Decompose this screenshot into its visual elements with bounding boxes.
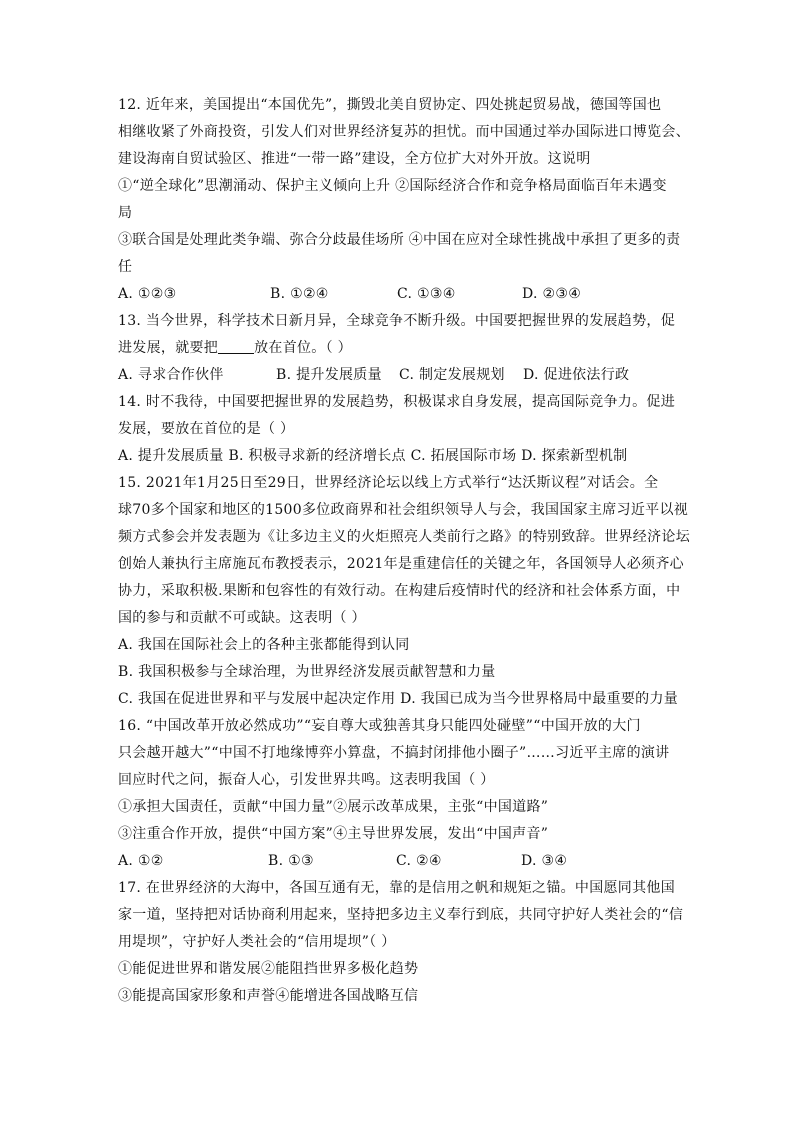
question-14	[118, 389, 678, 470]
option-d[interactable]: D. ②③④	[522, 286, 582, 302]
exam-page	[118, 92, 690, 1010]
statement-line: ③能提高国家形象和声誉④能增进各国战略互信	[118, 988, 419, 1004]
question-text-line: 只会越开越大”“中国不打地缘博弈小算盘，不搞封闭排他小圈子”……习近平主席的演讲	[118, 745, 670, 761]
question-text-line: 12. 近年来，美国提出“本国优先”，撕毁北美自贸协定、四处挑起贸易战，德国等国也	[118, 97, 662, 113]
question-text-line: 发展，要放在首位的是（ ）	[118, 421, 295, 437]
question-text-line: 球70多个国家和地区的1500多位政商界和社会组织领导人与会，我国国家主席习近平以视	[118, 502, 689, 518]
question-text-line: 协力，采取积极.果断和包容性的有效行动。在构建后疫情时代的经济和社会体系方面，中	[118, 583, 681, 599]
question-13	[118, 308, 678, 389]
option-b[interactable]: B. 提升发展质量	[276, 367, 382, 383]
question-text-line: 国的参与和贡献不可或缺。这表明（ ）	[118, 610, 366, 626]
statement-line: ③注重合作开放，提供“中国方案”④主导世界发展，发出“中国声音”	[118, 826, 549, 842]
option-c[interactable]: C. ②④	[396, 853, 442, 869]
question-text-line: 13. 当今世界，科学技术日新月异，全球竞争不断升级。中国要把握世界的发展趋势，促	[118, 313, 676, 329]
fill-in-blank[interactable]	[218, 339, 254, 354]
answer-options	[118, 281, 678, 308]
answer-options	[118, 848, 678, 875]
statement-line: ③联合国是处理此类争端、弥合分歧最佳场所 ④中国在应对全球性挑战中承担了更多的责	[118, 232, 681, 248]
statement-line: ①“逆全球化”思潮涌动、保护主义倾向上升 ②国际经济合作和竞争格局面临百年未遇变	[118, 178, 667, 194]
answer-options-line[interactable]: A. 提升发展质量 B. 积极寻求新的经济增长点 C. 拓展国际市场 D. 探索新型机制	[118, 448, 628, 464]
option-c[interactable]: C. ①③④	[397, 286, 456, 302]
option-a[interactable]: A. ①②③	[118, 286, 177, 302]
option-c[interactable]: C. 制定发展规划	[399, 367, 505, 383]
text-before-blank: 进发展，就要把	[118, 340, 219, 356]
question-text-line: 14. 时不我待，中国要把握世界的发展趋势，积极谋求自身发展，提高国际竞争力。促进	[118, 394, 676, 410]
question-16	[118, 713, 678, 875]
question-text-line: 家一道，坚持把对话协商利用起来，坚持把多边主义奉行到底，共同守护好人类社会的“信	[118, 907, 684, 923]
statement-line: ①承担大国责任，贡献“中国力量”②展示改革成果，主张“中国道路”	[118, 799, 549, 815]
question-text-line: 创始人兼执行主席施瓦布教授表示，2021年是重建信任的关键之年，各国领导人必须齐心	[118, 556, 684, 572]
text-after-blank: 放在首位。（ ）	[254, 340, 352, 356]
option-b[interactable]: B. ①②④	[270, 286, 329, 302]
option-a[interactable]: A. ①②	[118, 853, 164, 869]
option-a[interactable]: A. 我国在国际社会上的各种主张都能得到认同	[118, 637, 410, 653]
option-d[interactable]: D. ③④	[521, 853, 568, 869]
question-text-line	[118, 335, 678, 362]
option-b[interactable]: B. 我国积极参与全球治理，为世界经济发展贡献智慧和力量	[118, 664, 496, 680]
question-text-line: 17. 在世界经济的大海中，各国互通有无，靠的是信用之帆和规矩之锚。中国愿同其他国	[118, 880, 676, 896]
question-text-line: 相继收紧了外商投资，引发人们对世界经济复苏的担忧。而中国通过举办国际进口博览会、	[118, 124, 690, 140]
question-text-line: 16. “中国改革开放必然成功”“妄自尊大或独善其身只能四处碰壁”“中国开放的大门	[118, 718, 641, 734]
question-text-line: 15. 2021年1月25日至29日，世界经济论坛以线上方式举行“达沃斯议程”对话会。全	[118, 475, 659, 491]
answer-options	[118, 362, 678, 389]
option-b[interactable]: B. ①③	[268, 853, 314, 869]
question-text-line: 回应时代之问，振奋人心，引发世界共鸣。这表明我国（ ）	[118, 772, 495, 788]
option-c-d[interactable]: C. 我国在促进世界和平与发展中起决定作用 D. 我国已成为当今世界格局中最重要的力量	[118, 691, 679, 707]
statement-line: 任	[118, 259, 133, 275]
question-text-line: 频方式参会并发表题为《让多边主义的火炬照亮人类前行之路》的特别致辞。世界经济论坛	[118, 529, 690, 545]
question-17	[118, 875, 684, 1010]
question-text-line: 用堤坝”，守护好人类社会的“信用堤坝”（ ）	[118, 934, 396, 950]
question-text-line: 建设海南自贸试验区、推进“一带一路”建设，全方位扩大对外开放。这说明	[118, 151, 591, 167]
statement-line: 局	[118, 205, 133, 221]
statement-line: ①能促进世界和谐发展②能阻挡世界多极化趋势	[118, 961, 419, 977]
option-d[interactable]: D. 促进依法行政	[523, 367, 630, 383]
question-15	[118, 470, 690, 713]
question-12	[118, 92, 690, 308]
option-a[interactable]: A. 寻求合作伙伴	[118, 367, 224, 383]
